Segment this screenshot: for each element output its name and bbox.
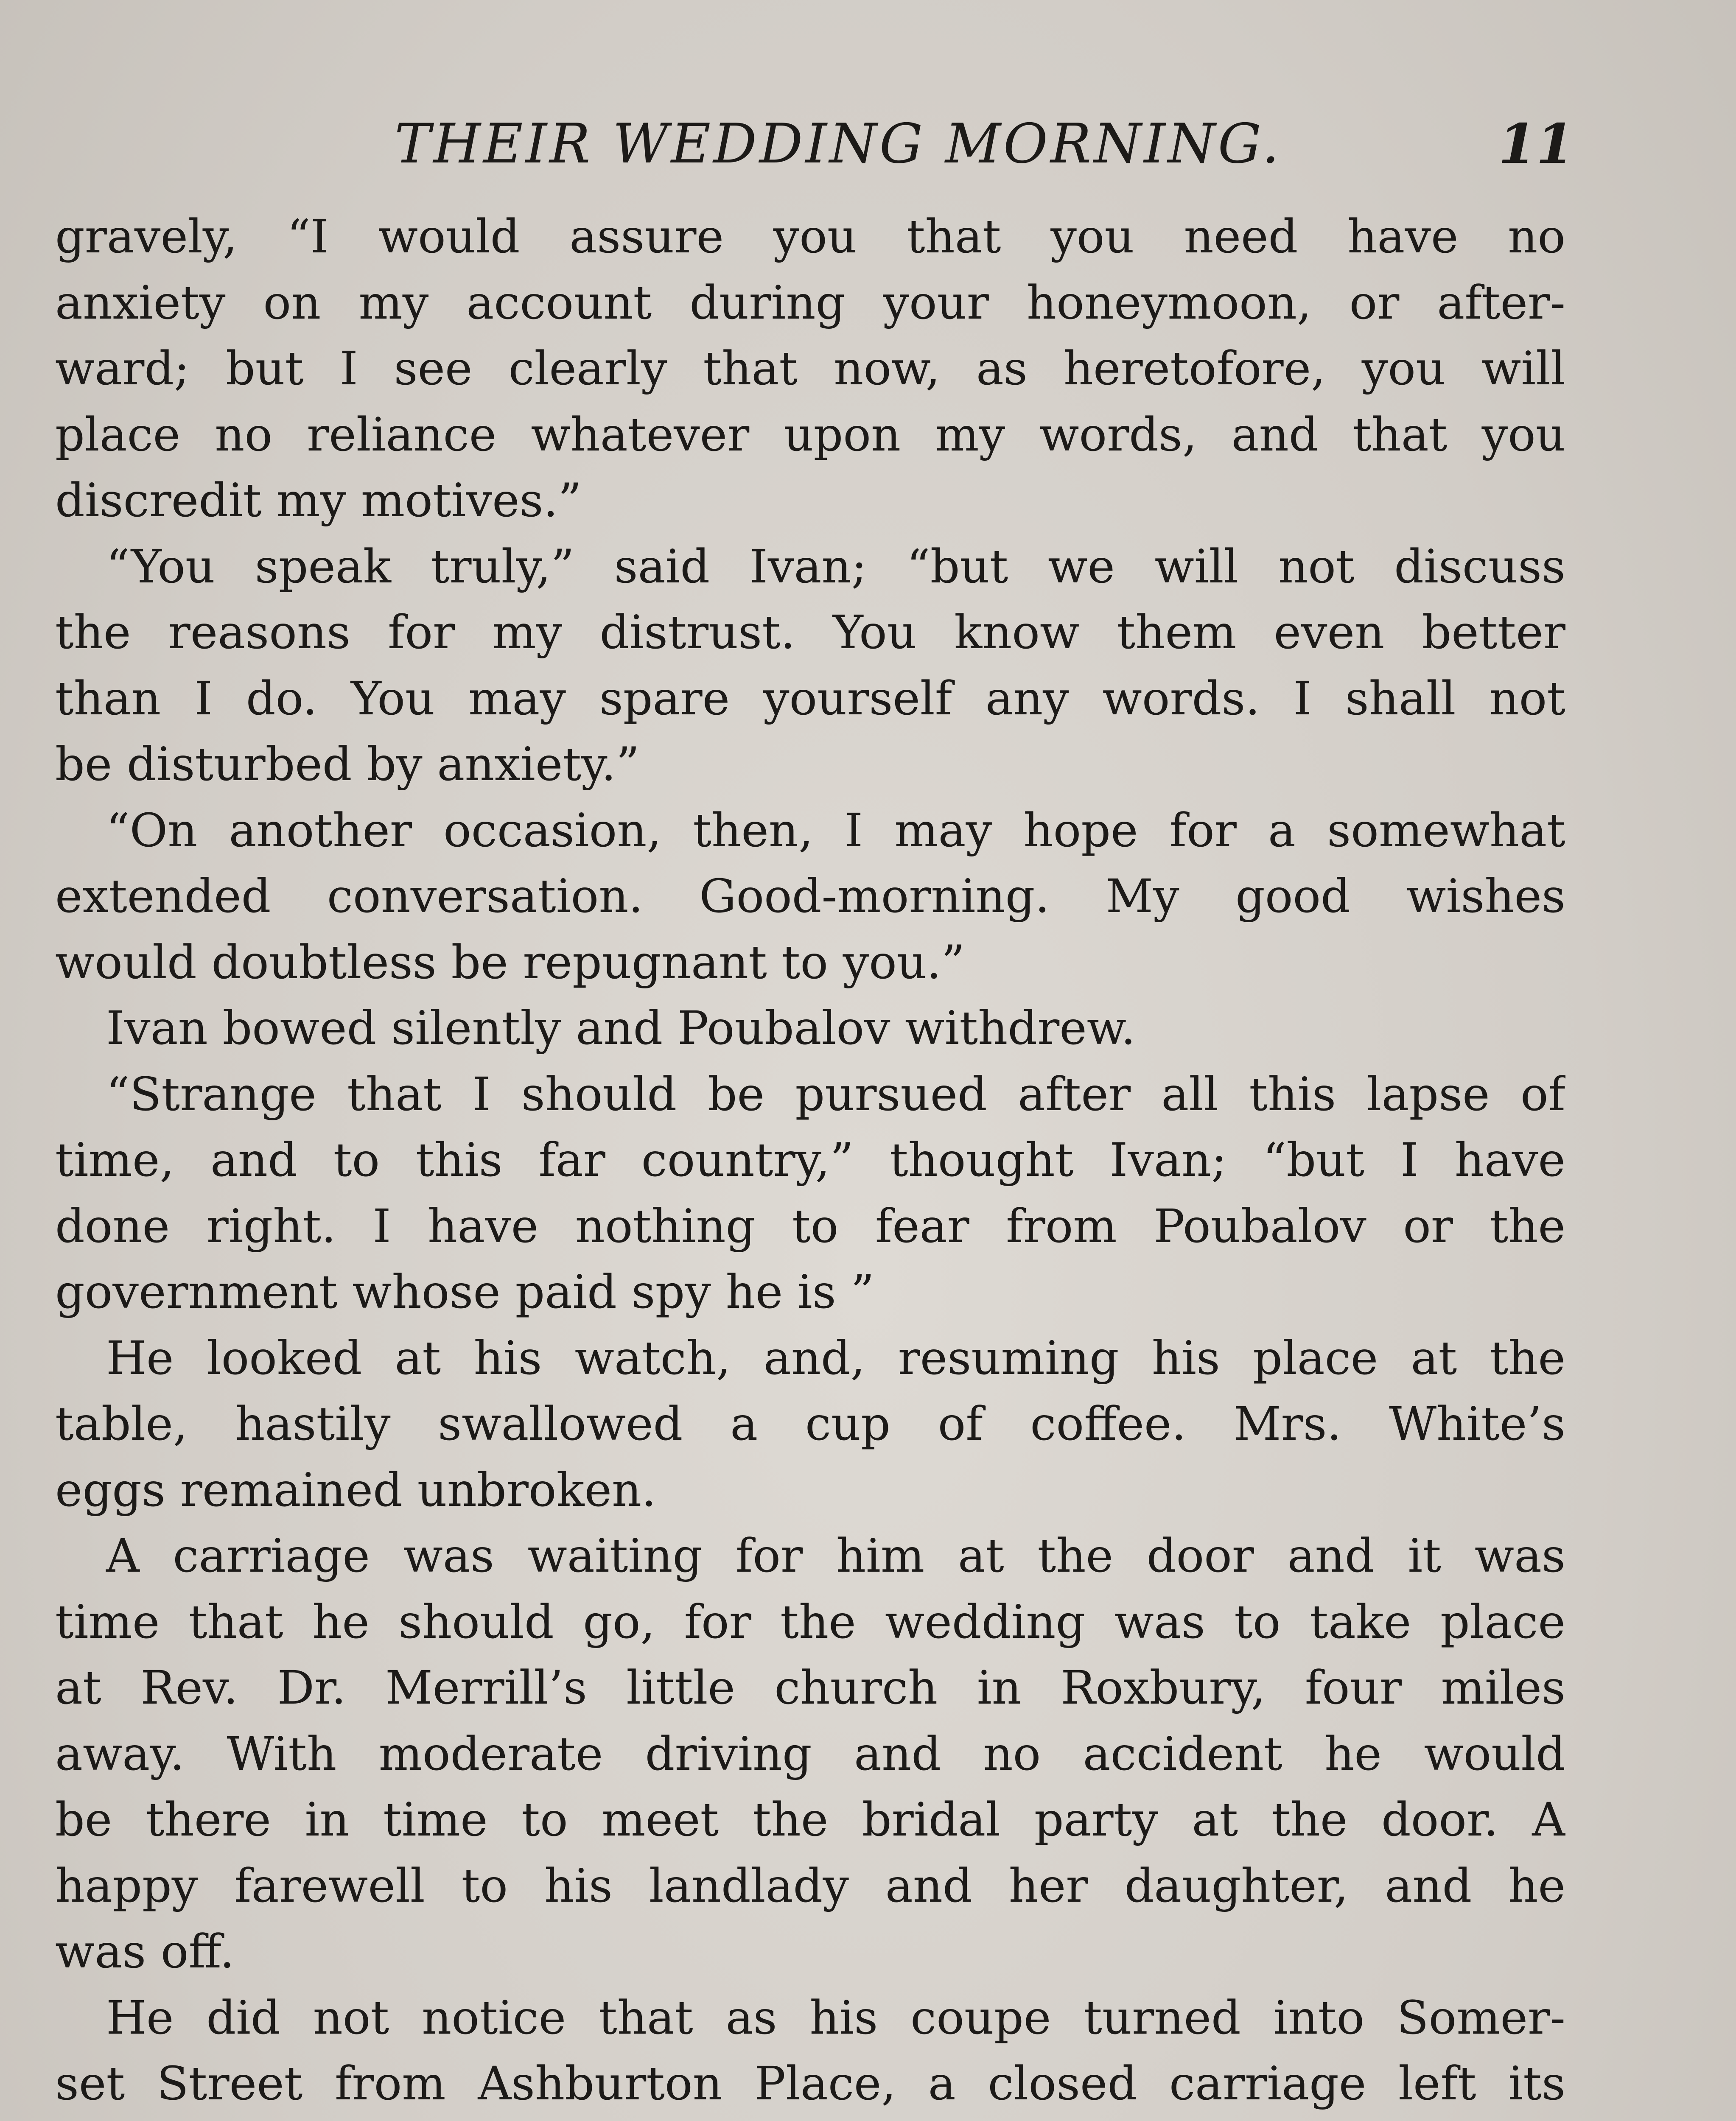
- text-line: anxiety on my account during your honeymoon, or after-: [55, 275, 1565, 330]
- text-line: [55, 2117, 1565, 2121]
- text-line: time that he should go, for the wedding was to take place: [55, 1595, 1565, 1649]
- text-line: was off.: [55, 1925, 235, 1978]
- text-line: He looked at his watch, and, resuming his place at the: [106, 1331, 1565, 1385]
- text-line: the reasons for my distrust. You know them even better: [55, 605, 1565, 659]
- page-header: [55, 106, 1574, 182]
- text-line: be disturbed by anxiety.”: [55, 737, 640, 791]
- text-line: “Strange that I should be pursued after all this lapse of: [106, 1067, 1565, 1121]
- text-line: happy farewell to his landlady and her daughter, and he: [55, 1858, 1565, 1913]
- page-number: 11: [1498, 112, 1574, 176]
- text-line: ward; but I see clearly that now, as heretofore, you will: [55, 341, 1565, 395]
- text-line: at Rev. Dr. Merrill’s little church in Roxbury, four miles: [55, 1661, 1565, 1715]
- text-line: done right. I have nothing to fear from Poubalov or the: [55, 1199, 1565, 1253]
- text-line: away. With moderate driving and no accident he would: [55, 1726, 1565, 1781]
- text-line: table, hastily swallowed a cup of coffee. Mrs. White’s: [55, 1397, 1565, 1451]
- text-line: time, and to this far country,” thought Ivan; “but I have: [55, 1133, 1565, 1187]
- text-line: He did not notice that as his coupe turned into Somer-: [106, 1990, 1565, 2045]
- text-line: gravely, “I would assure you that you need have no: [55, 210, 1565, 263]
- text-line: than I do. You may spare yourself any words. I shall not: [55, 671, 1565, 725]
- text-line: “On another occasion, then, I may hope for a somewhat: [106, 803, 1565, 857]
- text-line: government whose paid spy he is ”: [55, 1265, 875, 1319]
- text-line: extended conversation. Good-morning. My good wishes: [55, 869, 1565, 923]
- running-title: THEIR WEDDING MORNING.: [395, 112, 1282, 176]
- text-line: A carriage was waiting for him at the door and it was: [106, 1529, 1565, 1583]
- text-line: eggs remained unbroken.: [55, 1463, 656, 1517]
- text-line: would doubtless be repugnant to you.”: [55, 935, 965, 989]
- text-line: be there in time to meet the bridal party at the door. A: [55, 1793, 1565, 1847]
- text-line: discredit my motives.”: [55, 473, 582, 527]
- body-text: [55, 204, 1565, 2121]
- text-line: set Street from Ashburton Place, a closed carriage left its: [55, 2057, 1565, 2110]
- text-line: Ivan bowed silently and Poubalov withdrew.: [106, 1001, 1136, 1055]
- text-line: “You speak truly,” said Ivan; “but we will not discuss: [106, 539, 1565, 593]
- text-line: place no reliance whatever upon my words, and that you: [55, 407, 1565, 462]
